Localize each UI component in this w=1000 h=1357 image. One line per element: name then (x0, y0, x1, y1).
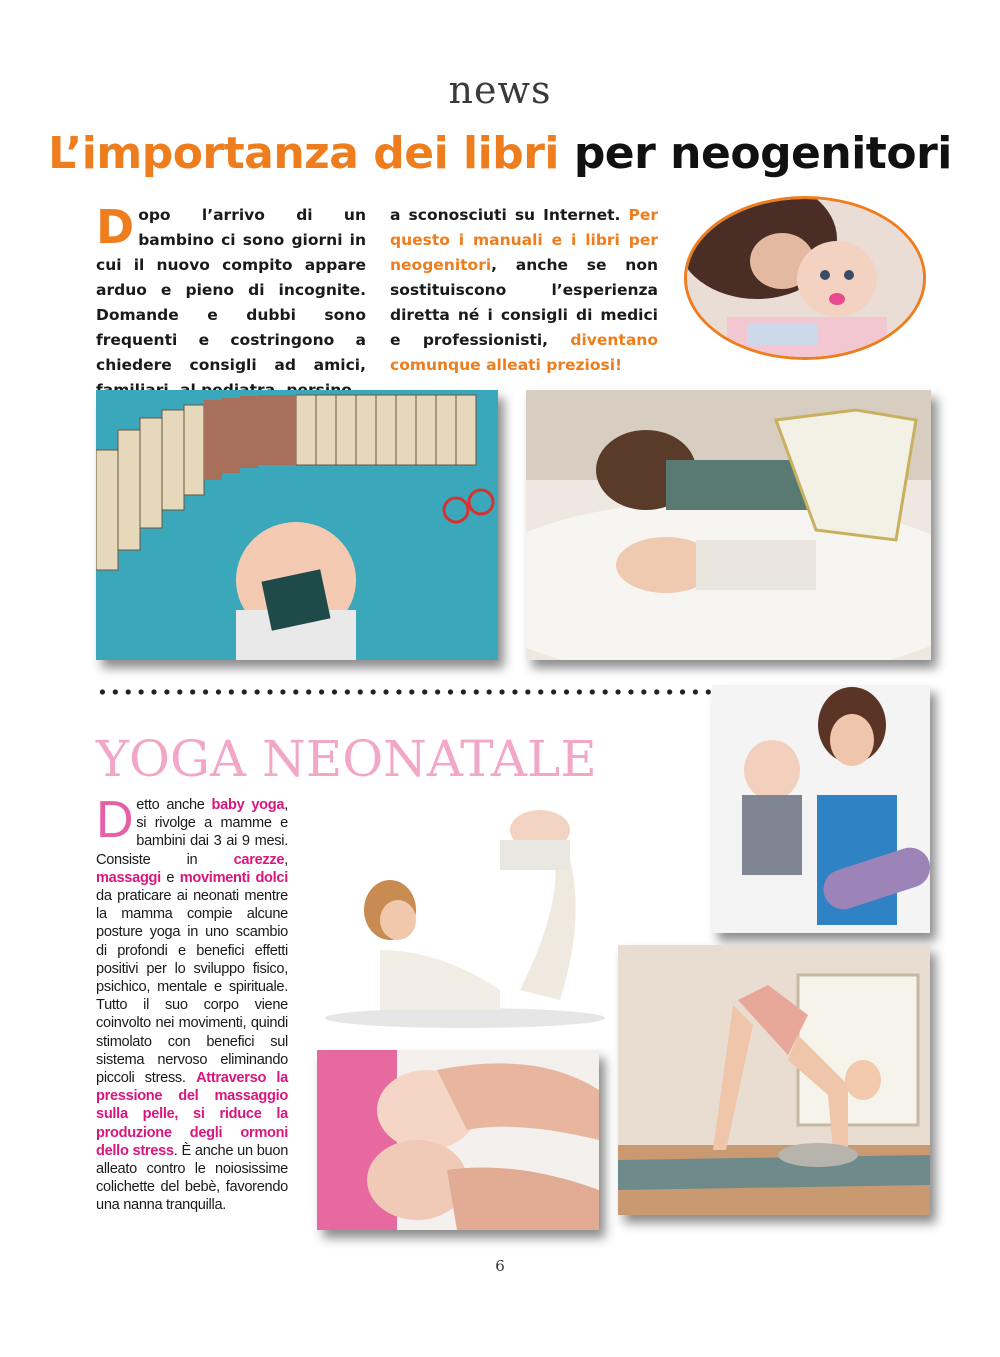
article-headline (0, 128, 1000, 179)
yoga-highlight-4: movimenti dolci (179, 869, 288, 886)
yoga-section-title: YOGA NEONATALE (96, 730, 597, 788)
yoga-text-2: , si rivolge a mamme e bambini dai 3 ai 9 mesi. Consiste in (96, 797, 288, 868)
yoga-highlight-2: carezze (233, 851, 285, 868)
yoga-text-6: . È anche un buon alleato contro le noiosissime colichette del bebè, favorendo una nanna tranquilla. (96, 1142, 289, 1214)
article-col2-highlight-b: diventano comunque alleati preziosi! (390, 331, 658, 374)
mother-yoga-pose-photo (618, 945, 930, 1215)
page-number: 6 (495, 1257, 505, 1275)
article-dropcap: D (96, 200, 135, 254)
article-col1-text: opo l’arrivo di un bambino ci sono giorni in cui il nuovo compito appare arduo e pieno di incognite. Domande e dubbi sono frequenti e costringono a chiedere consigli ad amici, (96, 206, 366, 374)
article-col2-text-b: , anche se non sostituiscono l’esperienza diretta né i consigli di medici e professionisti, (390, 256, 658, 349)
article-column-2 (390, 203, 658, 378)
yoga-text-1: etto anche (136, 797, 205, 813)
yoga-highlight-3: massaggi (96, 869, 161, 886)
yoga-text-4: e (166, 869, 175, 886)
yoga-text-5: da praticare ai neonati mentre la mamma compie alcune posture yoga in uno scambio di profondi e benefici effetti positivi per lo sviluppo fisico, psichico, mentale e spirituale. Tutto il suo corpo viene coinvolto nei movimenti, quindi stimolato con benefici sul sistema nervoso eliminando piccoli stress. (96, 888, 288, 1087)
yoga-dropcap: D (96, 791, 134, 849)
yoga-highlight-5: Attraverso la pressione del massaggio sulla pelle, si riduce la produzione degli ormoni dello stress (96, 1070, 288, 1159)
article-col2-highlight-a: Per questo i manuali e i libri per neogenitori (390, 206, 658, 274)
yoga-highlight-1: baby yoga (211, 797, 285, 813)
baby-with-books-photo (96, 390, 498, 660)
yoga-text-3: , (284, 851, 288, 868)
mother-lifting-baby-photo (320, 800, 610, 1030)
article-col2-text-a: a sconosciuti su Internet. (390, 206, 621, 224)
baby-massage-photo (317, 1050, 599, 1230)
headline-part-1: L’importanza dei libri (48, 128, 559, 179)
mother-baby-yoga-mat-photo (712, 685, 930, 933)
article-column-1 (96, 200, 366, 403)
headline-part-2: per neogenitori (573, 128, 952, 179)
mother-baby-reading-photo (684, 196, 926, 360)
father-baby-reading-photo (526, 390, 931, 660)
section-tag: news (448, 68, 552, 112)
yoga-article-text (96, 791, 289, 1215)
